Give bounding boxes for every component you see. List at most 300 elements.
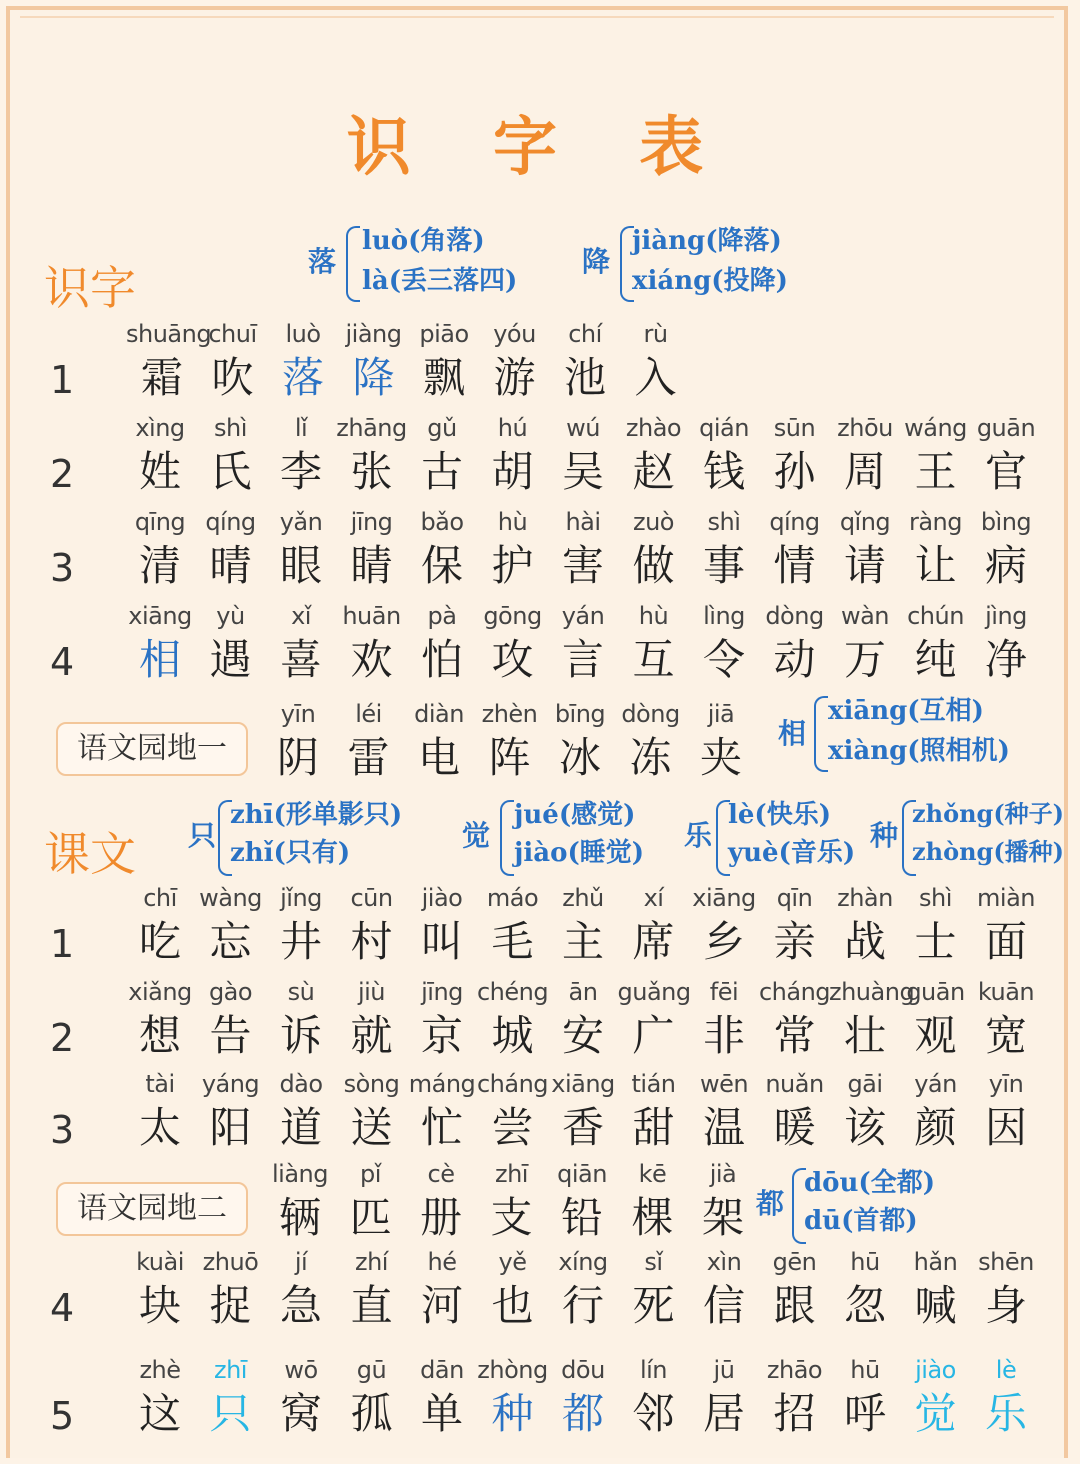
hanzi: 降 [352,353,395,402]
pinyin: qíng [769,508,820,536]
polyphone-le: 乐 lè(快乐) yuè(音乐) [684,792,874,882]
hanzi: 周 [843,447,886,496]
pinyin: dòng [765,602,824,630]
pinyin: máng [408,1070,476,1098]
hanzi: 匹 [349,1193,392,1242]
pinyin: zhǔ [562,884,604,912]
hanzi: 行 [561,1281,604,1330]
pinyin: zhī [495,1160,528,1188]
pinyin: gū [356,1356,387,1384]
row-number: 2 [50,1016,75,1060]
pinyin: gāi [847,1070,883,1098]
char-cell [547,1356,619,1442]
char-cell [124,414,196,500]
hanzi: 急 [279,1281,322,1330]
char-cell [124,1070,196,1156]
hanzi: 互 [632,635,675,684]
char-cell [336,602,408,688]
pinyin: zhī [214,1356,247,1384]
hanzi: 就 [350,1011,393,1060]
pinyin: jìng [985,602,1027,630]
hanzi: 阴 [276,733,319,782]
char-cell [265,978,337,1064]
pinyin: yīn [988,1070,1024,1098]
hanzi: 护 [491,541,534,590]
hanzi: 架 [701,1193,744,1242]
hanzi: 席 [632,917,675,966]
row-number: 3 [50,546,75,590]
char-cell [618,1356,690,1442]
hanzi: 诉 [279,1011,322,1060]
pinyin: jiào [915,1356,956,1384]
char-cell [546,1160,618,1246]
hanzi: 因 [984,1103,1027,1152]
hanzi: 雷 [347,733,390,782]
char-cell [335,1160,407,1246]
pinyin: yě [498,1248,527,1276]
char-cell [688,1356,760,1442]
char-row [0,1248,1080,1338]
polyphone-jue: 觉 jué(感觉) jiào(睡觉) [462,792,662,882]
char-row [0,1070,1080,1160]
char-cell [900,414,972,500]
hanzi: 直 [350,1281,393,1330]
char-cell [900,884,972,970]
hanzi: 非 [702,1011,745,1060]
char-cell [336,1356,408,1442]
char-row [0,602,1080,692]
char-cell [688,1248,760,1334]
pinyin: lìng [703,602,745,630]
char-cell [124,602,196,688]
pinyin: shuāng [126,320,212,348]
hanzi: 令 [702,635,745,684]
char-cell [547,1070,619,1156]
pinyin: shēn [978,1248,1034,1276]
pinyin: xìng [135,414,185,442]
hanzi: 阳 [209,1103,252,1152]
hanzi: 只 [209,1389,252,1438]
pinyin: miàn [977,884,1035,912]
hanzi: 颜 [914,1103,957,1152]
hanzi: 官 [984,447,1027,496]
pinyin: qiān [557,1160,607,1188]
row-number: 4 [50,1286,75,1330]
pinyin: zhōu [837,414,893,442]
pinyin: guǎng [617,978,691,1006]
char-cell [265,1356,337,1442]
hanzi: 都 [561,1389,604,1438]
pinyin: chuī [208,320,257,348]
hanzi: 支 [490,1193,533,1242]
char-cell [406,1356,478,1442]
pinyin: máo [486,884,539,912]
hanzi: 病 [984,541,1027,590]
char-cell [336,884,408,970]
char-cell [759,508,831,594]
hanzi: 做 [632,541,675,590]
hanzi: 觉 [914,1389,957,1438]
char-cell [195,1356,267,1442]
char-cell [829,508,901,594]
pinyin: guān [976,414,1036,442]
char-cell [549,320,621,406]
pinyin: yán [914,1070,957,1098]
char-cell [759,414,831,500]
hanzi: 遇 [209,635,252,684]
char-row [0,320,1080,410]
pinyin: sù [287,978,315,1006]
hanzi: 动 [773,635,816,684]
hanzi: 死 [632,1281,675,1330]
hanzi: 壮 [843,1011,886,1060]
hanzi: 攻 [491,635,534,684]
pinyin: xiāng [692,884,756,912]
hanzi: 胡 [491,447,534,496]
char-cell [195,508,267,594]
row-number: 1 [50,358,75,402]
hanzi: 电 [417,733,460,782]
pinyin: hé [427,1248,457,1276]
hanzi: 赵 [632,447,675,496]
char-cell [477,1356,549,1442]
char-cell [265,508,337,594]
hanzi: 池 [563,353,606,402]
pinyin: hù [638,602,669,630]
pinyin: huān [342,602,401,630]
garden-one-badge: 语文园地一 [56,722,248,776]
hanzi: 忽 [843,1281,886,1330]
char-cell [900,1070,972,1156]
pinyin: jiàng [345,320,402,348]
hanzi: 眼 [279,541,322,590]
char-cell [618,1248,690,1334]
hanzi: 冰 [558,733,601,782]
hanzi: 吃 [138,917,181,966]
hanzi: 单 [420,1389,463,1438]
hanzi: 霜 [140,353,183,402]
pinyin: chún [907,602,964,630]
pinyin: wàng [199,884,262,912]
hanzi: 欢 [350,635,393,684]
char-cell [265,414,337,500]
pinyin: hū [850,1248,880,1276]
pinyin: xiāng [551,1070,615,1098]
row-number: 2 [50,452,75,496]
pinyin: qíng [205,508,256,536]
hanzi: 请 [843,541,886,590]
char-cell [477,414,549,500]
pinyin: yóu [493,320,536,348]
hanzi: 姓 [138,447,181,496]
char-cell [265,884,337,970]
char-cell [336,978,408,1064]
char-cell [124,978,196,1064]
hanzi: 送 [350,1103,393,1152]
hanzi: 保 [420,541,463,590]
hanzi: 棵 [631,1193,674,1242]
hanzi: 净 [984,635,1027,684]
char-cell [406,1070,478,1156]
pinyin: yù [216,602,245,630]
pinyin: cūn [350,884,393,912]
pinyin: kē [638,1160,667,1188]
char-cell [759,978,831,1064]
char-cell [336,508,408,594]
hanzi: 乡 [702,917,745,966]
char-cell [405,1160,477,1246]
hanzi: 主 [561,917,604,966]
hanzi: 居 [702,1389,745,1438]
pinyin: hū [850,1356,880,1384]
char-row [0,508,1080,598]
hanzi: 王 [914,447,957,496]
pinyin: qīng [134,508,186,536]
char-cell [759,602,831,688]
pinyin: kuān [977,978,1035,1006]
pinyin: tài [145,1070,175,1098]
char-cell [336,414,408,500]
hanzi: 游 [493,353,536,402]
char-cell [829,414,901,500]
hanzi: 邻 [632,1389,675,1438]
hanzi: 该 [843,1103,886,1152]
char-cell [195,602,267,688]
hanzi: 常 [773,1011,816,1060]
pinyin: wú [566,414,600,442]
pinyin: jǐng [280,884,322,912]
section-kewen: 课文 [44,827,136,881]
hanzi: 尝 [491,1103,534,1152]
pinyin: zhàn [837,884,893,912]
hanzi: 万 [843,635,886,684]
pinyin: wáng [904,414,967,442]
pinyin: chéng [476,978,549,1006]
hanzi: 乐 [984,1389,1027,1438]
char-cell [195,978,267,1064]
char-cell [618,884,690,970]
hanzi: 忙 [420,1103,463,1152]
pinyin: lǐ [294,414,308,442]
pinyin: gǔ [427,414,457,442]
char-cell [618,508,690,594]
hanzi: 宽 [984,1011,1027,1060]
pinyin: zhè [139,1356,181,1384]
pinyin: chī [143,884,177,912]
char-cell [477,884,549,970]
char-cell [970,1356,1042,1442]
char-cell [759,1356,831,1442]
hanzi: 安 [561,1011,604,1060]
char-cell [900,1356,972,1442]
char-cell [547,978,619,1064]
hanzi: 太 [138,1103,181,1152]
hanzi: 相 [138,635,181,684]
char-cell [265,1248,337,1334]
char-cell [124,1248,196,1334]
char-cell [547,602,619,688]
char-cell [900,602,972,688]
pinyin: jiù [357,978,386,1006]
char-cell [262,700,334,786]
char-row [0,414,1080,504]
pinyin: liàng [272,1160,328,1188]
pinyin: diàn [414,700,464,728]
hanzi: 块 [138,1281,181,1330]
char-cell [829,884,901,970]
pinyin: dōu [561,1356,605,1384]
char-cell [406,1248,478,1334]
pinyin: kuài [136,1248,184,1276]
row-number: 1 [50,922,75,966]
char-cell [124,508,196,594]
pinyin: zuò [633,508,674,536]
pinyin: qián [699,414,749,442]
pinyin: hài [565,508,601,536]
hanzi: 古 [420,447,463,496]
pinyin: léi [355,700,382,728]
hanzi: 想 [138,1011,181,1060]
hanzi: 亲 [773,917,816,966]
pinyin: jū [713,1356,735,1384]
hanzi: 叫 [420,917,463,966]
char-cell [195,1248,267,1334]
pinyin: wàn [840,602,890,630]
char-cell [970,884,1042,970]
pinyin: jí [294,1248,308,1276]
hanzi: 辆 [278,1193,321,1242]
pinyin: gōng [483,602,542,630]
pinyin: ràng [908,508,963,536]
pinyin: jīng [421,978,463,1006]
hanzi: 事 [702,541,745,590]
char-row [0,1160,1080,1250]
pinyin: zhuàng [829,978,915,1006]
row-number: 5 [50,1394,75,1438]
hanzi: 情 [773,541,816,590]
hanzi: 吴 [561,447,604,496]
pinyin: xíng [558,1248,608,1276]
pinyin: yáng [201,1070,260,1098]
pinyin: sūn [773,414,816,442]
pinyin: xìn [706,1248,742,1276]
char-cell [408,320,480,406]
hanzi: 道 [279,1103,322,1152]
char-cell [829,1356,901,1442]
hanzi: 甜 [632,1103,675,1152]
char-cell [688,414,760,500]
pinyin: xiǎng [128,978,192,1006]
hanzi: 京 [420,1011,463,1060]
hanzi: 飘 [422,353,465,402]
char-cell [406,602,478,688]
char-cell [620,320,692,406]
hanzi: 钱 [702,447,745,496]
pinyin: zhào [625,414,682,442]
char-cell [970,508,1042,594]
pinyin: dān [420,1356,464,1384]
pinyin: dòng [621,700,680,728]
char-cell [406,978,478,1064]
char-cell [900,1248,972,1334]
pinyin: zhòng [477,1356,548,1384]
char-row [0,1356,1080,1446]
char-cell [265,1070,337,1156]
char-cell [336,1248,408,1334]
hanzi: 观 [914,1011,957,1060]
hanzi: 也 [491,1281,534,1330]
hanzi: 捉 [209,1281,252,1330]
garden-two-badge: 语文园地二 [56,1182,248,1236]
hanzi: 这 [138,1389,181,1438]
pinyin: yīn [280,700,316,728]
pinyin: zhèn [481,700,538,728]
hanzi: 冻 [629,733,672,782]
char-cell [970,414,1042,500]
char-cell [477,1070,549,1156]
char-cell [759,1070,831,1156]
polyphone-jiang: 降 jiàng(降落) xiáng(投降) [582,218,822,308]
char-cell [406,508,478,594]
char-cell [195,1070,267,1156]
char-cell [618,978,690,1064]
pinyin: xiāng [128,602,192,630]
char-cell [477,508,549,594]
polyphone-zhi: 只 zhī(形单影只) zhǐ(只有) [188,792,428,882]
hanzi: 跟 [773,1281,816,1330]
char-cell [900,508,972,594]
pinyin: shì [707,508,741,536]
char-cell [267,320,339,406]
pinyin: zhāo [766,1356,823,1384]
pinyin: hú [497,414,528,442]
char-cell [618,602,690,688]
char-cell [333,700,405,786]
hanzi: 入 [634,353,677,402]
pinyin: cháng [476,1070,549,1098]
char-cell [688,1070,760,1156]
pinyin: jīng [350,508,393,536]
char-cell [476,1160,548,1246]
char-cell [547,414,619,500]
hanzi: 害 [561,541,604,590]
hanzi: 氏 [209,447,252,496]
pinyin: bīng [554,700,606,728]
char-cell [403,700,475,786]
pinyin: luò [285,320,321,348]
hanzi: 士 [914,917,957,966]
char-cell [970,1248,1042,1334]
char-cell [195,414,267,500]
char-cell [970,1070,1042,1156]
char-cell [406,884,478,970]
hanzi: 清 [138,541,181,590]
hanzi: 面 [984,917,1027,966]
hanzi: 呼 [843,1389,886,1438]
char-cell [547,1248,619,1334]
pinyin: gēn [772,1248,817,1276]
pinyin: wō [284,1356,318,1384]
char-cell [759,1248,831,1334]
hanzi: 井 [279,917,322,966]
pinyin: jiào [421,884,463,912]
char-cell [547,508,619,594]
hanzi: 种 [491,1389,534,1438]
hanzi: 信 [702,1281,745,1330]
char-cell [615,700,687,786]
hanzi: 孤 [350,1389,393,1438]
hanzi: 吹 [211,353,254,402]
